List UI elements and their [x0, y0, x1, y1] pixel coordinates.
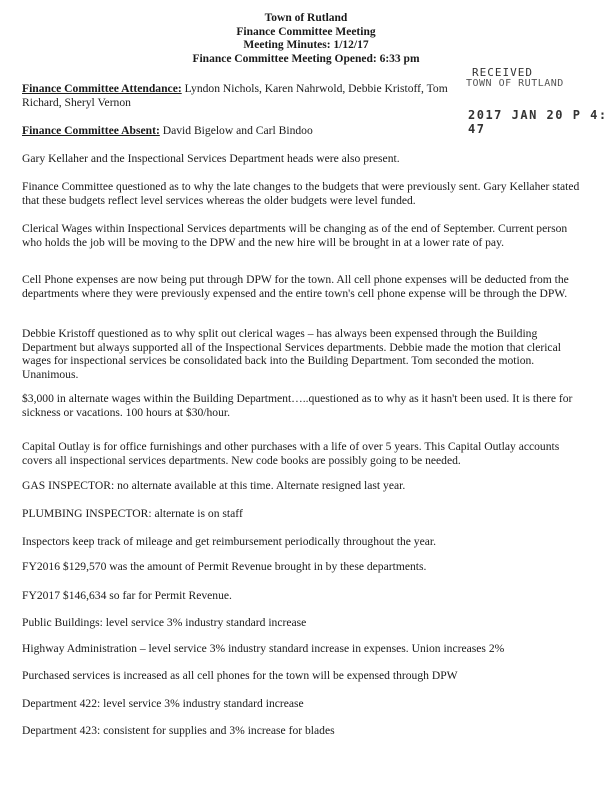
header-town: Town of Rutland	[264, 12, 348, 24]
header-minutes-date: Meeting Minutes: 1/12/17	[243, 39, 369, 51]
absent-names: David Bigelow and Carl Bindoo	[159, 124, 313, 137]
received-stamp	[466, 66, 564, 89]
paragraph-4: Cell Phone expenses are now being put through DPW for the town. All cell phone expenses will be deducted from the departments where they were previously expensed and the entire town's cell phone expense will be through the DPW.	[22, 273, 569, 300]
absent-line	[22, 124, 588, 138]
paragraph-17: Department 423: consistent for supplies and 3% increase for blades	[22, 724, 335, 737]
paragraph-15: Purchased services is increased as all cell phones for the town will be expensed through DPW	[22, 669, 458, 682]
header-meeting: Finance Committee Meeting	[236, 25, 376, 38]
paragraph-1: Gary Kellaher and the Inspectional Services Department heads were also present.	[22, 152, 400, 165]
paragraph-11: FY2016 $129,570 was the amount of Permit Revenue brought in by these departments.	[22, 560, 427, 573]
paragraph-10: Inspectors keep track of mileage and get reimbursement periodically throughout the year.	[22, 535, 437, 548]
document-header	[0, 12, 612, 66]
paragraph-12: FY2017 $146,634 so far for Permit Revenue.	[22, 589, 232, 602]
paragraph-6: $3,000 in alternate wages within the Building Department…..questioned as to why as it hasn't been used. It is there for sickness or vacations. 100 hours at $30/hour.	[22, 392, 573, 419]
paragraph-5: Debbie Kristoff questioned as to why split out clerical wages – has always been expensed through the Building Department but always supported all of the Inspectional Services departments. Debbie made the motion that clerical wages for inspectional services be consolidated back into the Building Department. Tom seconded the motion. Unanimous.	[22, 327, 561, 381]
received-stamp-label: RECEIVED	[472, 66, 533, 79]
attendance-line	[22, 82, 462, 109]
header-opened-time: Finance Committee Meeting Opened: 6:33 pm	[192, 52, 420, 65]
attendance-names: Lyndon Nichols, Karen Nahrwold, Debbie Kristoff, Tom Richard, Sheryl Vernon	[22, 82, 448, 109]
paragraph-13: Public Buildings: level service 3% industry standard increase	[22, 616, 307, 629]
received-date-stamp: 2017 JAN 20 P 4: 47	[468, 108, 608, 136]
received-stamp-town: TOWN OF RUTLAND	[466, 78, 564, 89]
attendance-label: Finance Committee Attendance:	[22, 82, 182, 95]
absent-label: Finance Committee Absent:	[22, 124, 160, 137]
paragraph-8: GAS INSPECTOR: no alternate available at this time. Alternate resigned last year.	[22, 479, 406, 492]
paragraph-2: Finance Committee questioned as to why the late changes to the budgets that were previously sent. Gary Kellaher stated that these budgets reflect level services whereas the older budgets were level funded.	[22, 180, 580, 207]
paragraph-16: Department 422: level service 3% industry standard increase	[22, 697, 304, 710]
paragraph-14: Highway Administration – level service 3% industry standard increase in expenses. Union increases 2%	[22, 642, 505, 655]
paragraph-7: Capital Outlay is for office furnishings and other purchases with a life of over 5 years. This Capital Outlay accounts covers all inspectional services departments. New code books are possibly going to be needed.	[22, 440, 560, 467]
paragraph-9: PLUMBING INSPECTOR: alternate is on staff	[22, 507, 243, 520]
paragraph-3: Clerical Wages within Inspectional Services departments will be changing as of the end of September. Current person who holds the job will be moving to the DPW and the new hire will be brought in at a lower rate of pay.	[22, 222, 568, 249]
